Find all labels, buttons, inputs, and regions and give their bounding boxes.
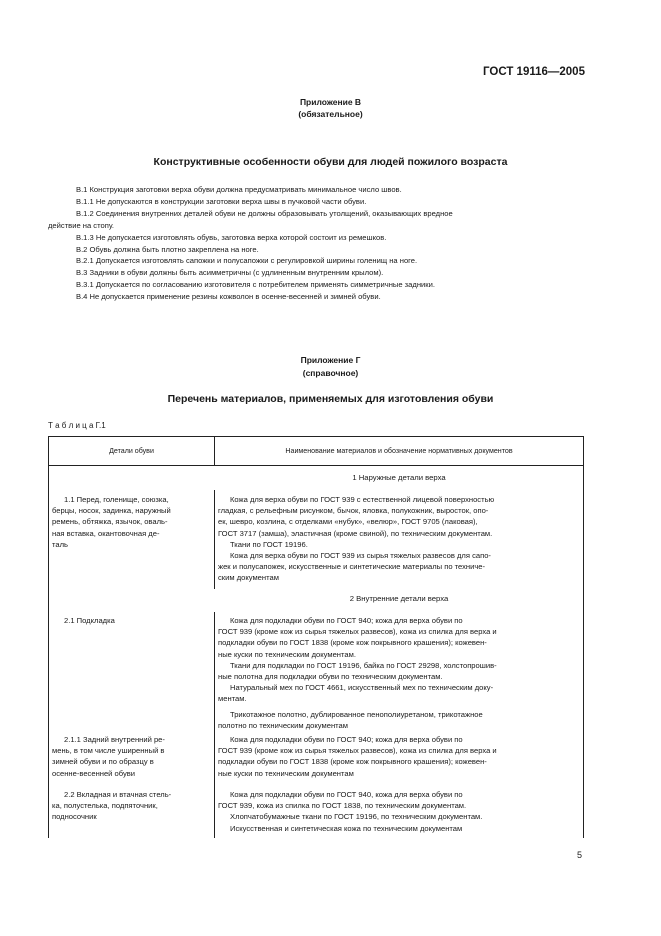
table-row-part: 1.1 Перед, голенище, союзка, берцы, носок, задинка, наружный ремень, обтяжка, язычок, оваль- ная вставка, окантовочная де- таль [52, 495, 171, 549]
appendix-b-clauses [48, 184, 453, 303]
appendix-g-caption: Приложение Г [300, 355, 361, 365]
table-top-border [48, 436, 584, 437]
page-number: 5 [577, 850, 583, 860]
table-divider-s2 [214, 612, 215, 838]
table-label: Т а б л и ц а Г.1 [48, 421, 106, 430]
table-row-materials: Кожа для подкладки обуви по ГОСТ 940; кожа для верха обуви по ГОСТ 939 (кроме кож из сырья тяжелых развесов), кожа из спилка для верха и подкладки обуви по ГОСТ 1838 (кроме кож покрывного крашения); кожевен- ные куски по техническим документам [218, 735, 497, 778]
clause-b3-1: В.3.1 Допускается по согласованию изготовителя с потребителем применять симметричные задники. [76, 280, 435, 290]
clause-b1-2-continued: действие на стопу. [48, 220, 114, 230]
table-right-border [583, 436, 584, 838]
clause-b1-1: В.1.1 Не допускаются в конструкции заготовки верха швы в пучковой части обуви. [76, 196, 367, 206]
header-materials: Наименование материалов и обозначение нормативных документов [285, 447, 513, 455]
appendix-g-title: Перечень материалов, применяемых для изготовления обуви [167, 393, 494, 405]
appendix-b-caption: Приложение В [299, 97, 362, 107]
section-outer-parts: 1 Наружные детали верха [352, 473, 446, 482]
table-header-border [48, 465, 584, 466]
table-row-materials: Кожа для подкладки обуви по ГОСТ 940; кожа для верха обуви по ГОСТ 939 (кроме кож из сырья тяжелых развесов), кожа из спилка для верха и подкладки обуви по ГОСТ 1838 (кроме кож покрывного крашения); кожевен- ные куски по техническим документам. Ткани для подкладки по ГОСТ 19196, байка по ГОСТ 29298, холстопрошив- ные полотна для подкладки обуви по техническим документам. Натуральный мех по ГОСТ 4661, искусственный мех по техническим доку- ментам. Трикотажное полотно, дублированное пенополиуретаном, трикотажное полотно по техническим документам [218, 616, 497, 730]
table-row-materials: Кожа для подкладки обуви по ГОСТ 940, кожа для верха обуви по ГОСТ 939, кожа из спилка по ГОСТ 1838, по техническим документам. Хлопчатобумажные ткани по ГОСТ 19196, по техническим документам. Искусственная и синтетическая кожа по техническим документам [218, 790, 483, 833]
clause-b2-1: В.2.1 Допускается изготовлять сапожки и полусапожки с регулировкой ширины голенищ на ноге. [76, 256, 418, 266]
section-inner-parts: 2 Внутренние детали верха [349, 594, 449, 603]
appendix-g-status: (справочное) [302, 368, 359, 378]
table-row-materials: Кожа для верха обуви по ГОСТ 939 с естественной лицевой поверхностью гладкая, с рельефным рисунком, бычок, яловка, полукожник, выросток, опо- ек, шевро, козлина, с отделками «нубук», «велюр», ГОСТ 9705 (лаковая), ГОСТ 3717 (замша), эластичная (кроме свиной), по техническим документам. Ткани по ГОСТ 19196. Кожа для верха обуви по ГОСТ 939 из сырья тяжелых развесов для сапо- жек и полусапожек, искусственные и синтетические материалы по техниче- ским документам [218, 495, 495, 583]
table-row-part: 2.2 Вкладная и втачная стель- ка, полустелька, подпяточник, подносочник [52, 790, 172, 822]
table-left-border [48, 436, 49, 838]
clause-b1-2: В.1.2 Соединения внутренних деталей обуви не должны образовывать утолщений, оказывающих вредное [76, 208, 453, 218]
clause-b4: В.4 Не допускается применение резины кожволон в осенне-весенней и зимней обуви. [76, 292, 381, 302]
table-row-part: 2.1 Подкладка [64, 616, 115, 625]
header-parts: Детали обуви [109, 447, 154, 455]
document-code: ГОСТ 19116—2005 [483, 66, 585, 78]
table-row-part: 2.1.1 Задний внутренний ре- мень, в том числе уширенный в зимней обуви и по образцу в осенне-весенней обуви [52, 735, 165, 778]
clause-b1-3: В.1.3 Не допускается изготовлять обувь, заготовка верха которой состоит из ремешков. [76, 232, 387, 242]
appendix-b-status: (обязательное) [298, 109, 363, 119]
appendix-b-title: Конструктивные особенности обуви для людей пожилого возраста [153, 156, 508, 168]
clause-b2: В.2 Обувь должна быть плотно закреплена на ноге. [76, 244, 259, 254]
clause-b1: В.1 Конструкция заготовки верха обуви должна предусматривать минимальное число швов. [76, 185, 402, 194]
table-divider-s1 [214, 490, 215, 589]
clause-b3: В.3 Задники в обуви должны быть асимметричны (с удлиненным внутренним крылом). [76, 268, 384, 278]
